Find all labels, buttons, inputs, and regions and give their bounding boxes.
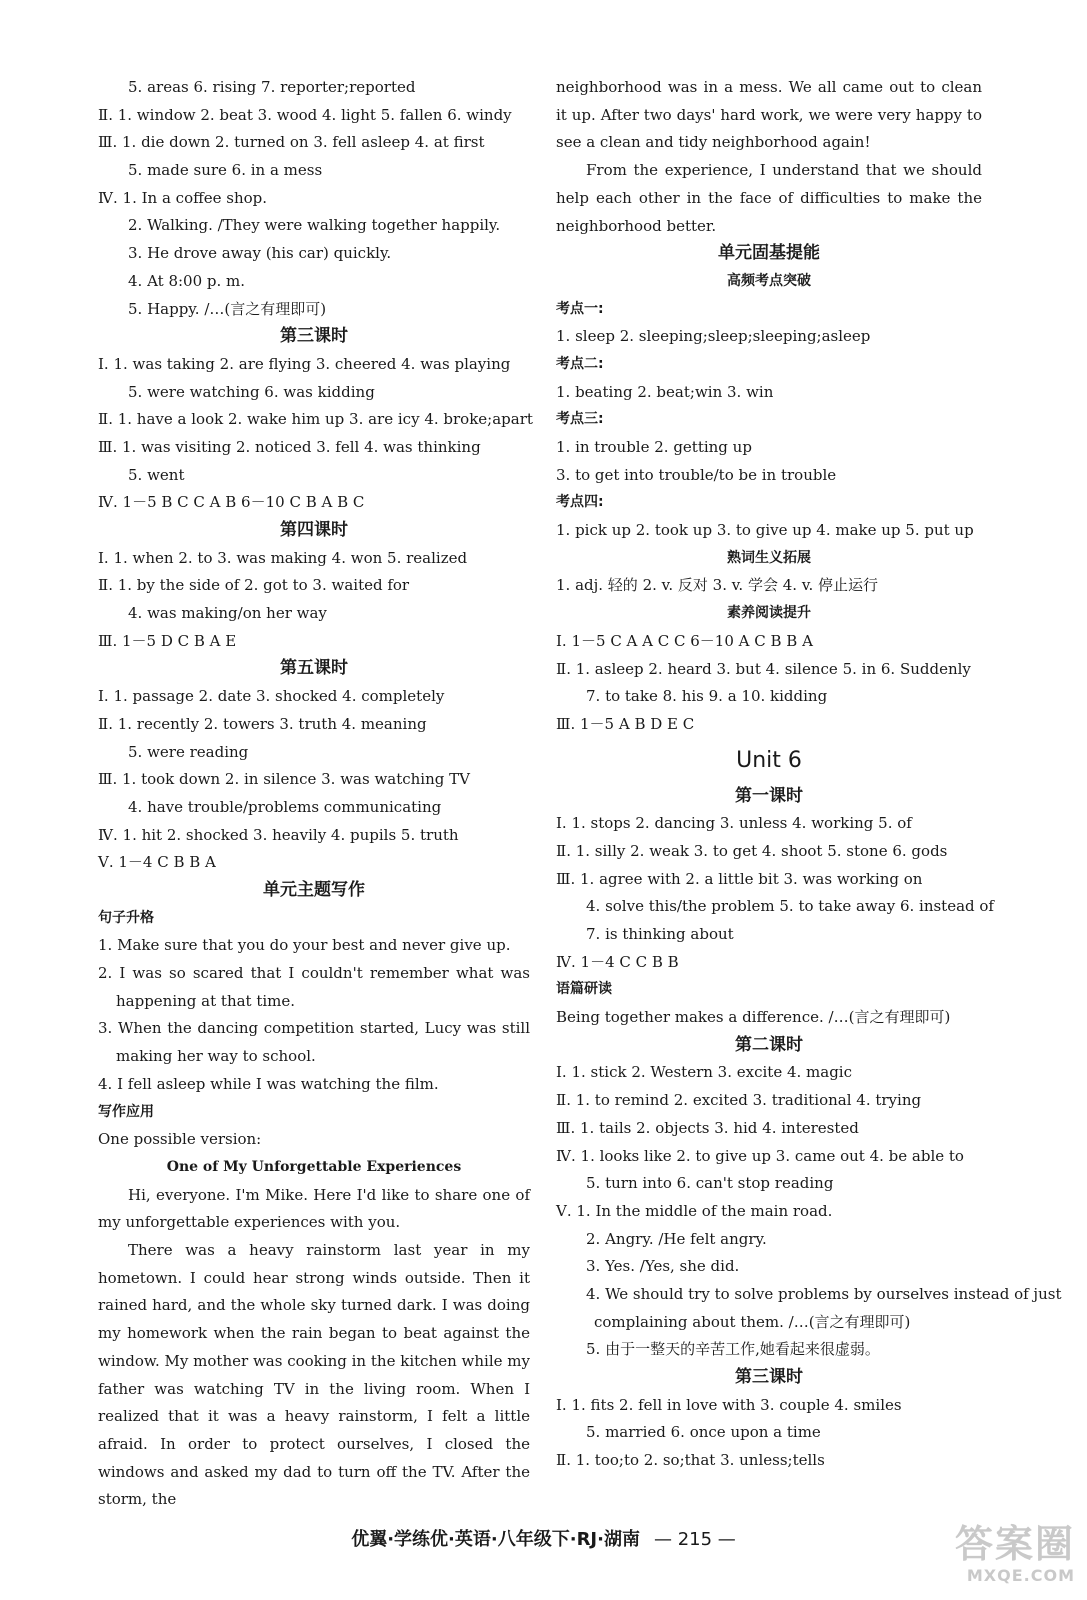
answer-line: Ⅲ. 1. agree with 2. a little bit 3. was working on	[556, 869, 923, 888]
answer-line: 5. were reading	[128, 742, 249, 761]
answer-line: Ⅰ. 1. fits 2. fell in love with 3. couple 4. smiles	[556, 1395, 902, 1414]
answer-line: 7. to take 8. his 9. a 10. kidding	[586, 687, 828, 706]
answer-line: Ⅲ. 1. took down 2. in silence 3. was watching TV	[98, 770, 470, 789]
answer-line: Ⅳ. 1. hit 2. shocked 3. heavily 4. pupils 5. truth	[98, 825, 459, 844]
answer-line: One possible version:	[98, 1130, 262, 1149]
answer-line: complaining about them. /…(言之有理即可)	[594, 1312, 911, 1331]
answer-line: Ⅱ. 1. asleep 2. heard 3. but 4. silence 5. in 6. Suddenly	[556, 659, 971, 678]
answer-line: 4. was making/on her way	[128, 604, 327, 623]
sentence-item: 3. When the dancing competition started, Lucy was still making her way to school.	[98, 1019, 530, 1066]
answer-line: 4. We should try to solve problems by ourselves instead of just	[586, 1284, 1062, 1303]
answer-line: Ⅰ. 1. stick 2. Western 3. excite 4. magic	[556, 1063, 853, 1082]
answer-line: 5. were watching 6. was kidding	[128, 382, 375, 401]
answer-line: Ⅱ. 1. recently 2. towers 3. truth 4. meaning	[98, 714, 427, 733]
answer-line: 1. adj. 轻的 2. v. 反对 3. v. 学会 4. v. 停止运行	[556, 576, 879, 595]
paragraph: Hi, everyone. I'm Mike. Here I'd like to share one of my unforgettable experiences with you.	[98, 1185, 530, 1232]
watermark-logo	[885, 1522, 1075, 1592]
answer-line: 4. At 8:00 p. m.	[128, 271, 246, 290]
label: 考点一:	[556, 300, 604, 317]
answer-line: 3. to get into trouble/to be in trouble	[556, 465, 837, 484]
section-heading: 第一课时	[735, 785, 803, 806]
section-heading: 第四课时	[280, 520, 348, 540]
sentence-item: 2. I was so scared that I couldn't remember what was happening at that time.	[98, 964, 530, 1010]
answer-line: 4. have trouble/problems communicating	[128, 797, 442, 816]
answer-line: Ⅱ. 1. too;to 2. so;that 3. unless;tells	[556, 1451, 825, 1470]
watermark-text: 答案圈	[954, 1522, 1075, 1566]
answer-line: 5. 由于一整天的辛苦工作,她看起来很虚弱。	[586, 1340, 880, 1359]
answer-line: Ⅲ. 1. was visiting 2. noticed 3. fell 4. was thinking	[98, 437, 481, 456]
answer-line: Being together makes a difference. /…(言之有理即可)	[556, 1008, 951, 1027]
answer-line: Ⅱ. 1. by the side of 2. got to 3. waited for	[98, 576, 410, 595]
answer-line: Ⅰ. 1. passage 2. date 3. shocked 4. completely	[98, 687, 445, 706]
answer-line: 3. He drove away (his car) quickly.	[128, 244, 392, 263]
sentence-item: 1. Make sure that you do your best and never give up.	[98, 936, 511, 955]
section-heading: 单元固基提能	[718, 243, 820, 264]
section-heading: 第二课时	[735, 1034, 803, 1055]
answer-line: Ⅲ. 1. die down 2. turned on 3. fell asleep 4. at first	[98, 133, 485, 152]
section-heading: 第五课时	[280, 658, 348, 679]
section-heading: 单元主题写作	[263, 879, 365, 900]
answer-line: 3. Yes. /Yes, she did.	[586, 1257, 740, 1276]
answer-line: Ⅴ. 1. In the middle of the main road.	[556, 1201, 833, 1220]
section-heading: 第三课时	[280, 326, 348, 347]
answer-line: 5. Happy. /…(言之有理即可)	[128, 299, 327, 318]
answer-line: Ⅱ. 1. have a look 2. wake him up 3. are icy 4. broke;apart	[98, 410, 533, 429]
answer-line: 5. made sure 6. in a mess	[128, 161, 323, 180]
answer-line: Ⅳ. 1－4 C C B B	[556, 952, 679, 971]
answer-line: Ⅳ. 1. looks like 2. to give up 3. came out 4. be able to	[556, 1146, 964, 1165]
answer-line: Ⅲ. 1－5 D C B A E	[98, 631, 237, 650]
answer-line: Ⅳ. 1. In a coffee shop.	[98, 188, 268, 207]
unit-title: Unit 6	[736, 747, 802, 773]
answer-line: 2. Angry. /He felt angry.	[586, 1229, 767, 1248]
subsection-heading: 素养阅读提升	[727, 605, 811, 622]
answer-line: 1. in trouble 2. getting up	[556, 438, 752, 457]
answer-line: 7. is thinking about	[586, 925, 734, 944]
answer-line: 1. beating 2. beat;win 3. win	[556, 382, 774, 401]
answer-line: Ⅳ. 1－5 B C C A B 6－10 C B A B C	[98, 493, 365, 512]
page-number: — 215 —	[653, 1529, 736, 1550]
answer-line: 5. married 6. once upon a time	[586, 1423, 821, 1442]
answer-line: 5. turn into 6. can't stop reading	[586, 1174, 834, 1193]
answer-line: Ⅰ. 1－5 C A A C C 6－10 A C B B A	[556, 631, 813, 650]
label: 句子升格	[98, 909, 154, 926]
answer-line: Ⅲ. 1. tails 2. objects 3. hid 4. interested	[556, 1118, 859, 1137]
answer-line: 1. sleep 2. sleeping;sleep;sleeping;asleep	[556, 327, 871, 346]
answer-line: 1. pick up 2. took up 3. to give up 4. make up 5. put up	[556, 521, 974, 540]
label: 写作应用	[98, 1103, 154, 1120]
answer-line: 5. areas 6. rising 7. reporter;reported	[128, 78, 416, 96]
subsection-heading: 高频考点突破	[727, 272, 811, 289]
subsection-heading: 熟词生义拓展	[727, 549, 811, 566]
watermark-url: MXQE.COM	[966, 1566, 1075, 1585]
answer-line: Ⅱ. 1. to remind 2. excited 3. traditional 4. trying	[556, 1091, 922, 1110]
paragraph: From the experience, I understand that we should help each other in the face of difficulties to make the neighborhood better.	[556, 161, 982, 235]
answer-line: 4. solve this/the problem 5. to take away 6. instead of	[586, 897, 994, 916]
answer-line: 2. Walking. /They were walking together happily.	[128, 216, 501, 235]
label: 考点四:	[556, 494, 604, 511]
answer-line: Ⅲ. 1－5 A B D E C	[556, 714, 695, 733]
answer-line: Ⅴ. 1－4 C B B A	[98, 853, 216, 872]
label: 考点二:	[556, 355, 604, 372]
label: 语篇研读	[556, 981, 612, 998]
answer-line: Ⅰ. 1. was taking 2. are flying 3. cheered 4. was playing	[98, 354, 511, 373]
answer-line: Ⅰ. 1. stops 2. dancing 3. unless 4. working 5. of	[556, 814, 912, 833]
section-heading: 第三课时	[735, 1367, 803, 1388]
paragraph: There was a heavy rainstorm last year in my hometown. I could hear strong winds outside. Then it rained hard, and the whole sky turned dark. I was doing my homework when the rain began to beat against the window. My mother was cooking in the kitchen while my father was watching TV in the living room. When I realized that it was a heavy rainstorm, I felt a little afraid. In order to protect ourselves, I closed the windows and asked my dad to turn off the TV. After the storm, the	[98, 1241, 530, 1509]
sentence-item: 4. I fell asleep while I was watching the film.	[98, 1074, 439, 1093]
footer-series: 优翼·学练优·英语·八年级下·RJ·湖南	[351, 1529, 640, 1550]
right-column	[556, 74, 1062, 1475]
answer-line: Ⅱ. 1. silly 2. weak 3. to get 4. shoot 5. stone 6. gods	[556, 841, 948, 860]
label: 考点三:	[556, 411, 604, 428]
answer-line: Ⅰ. 1. when 2. to 3. was making 4. won 5. realized	[98, 548, 468, 567]
answer-line: 5. went	[128, 465, 185, 484]
essay-title: One of My Unforgettable Experiences	[166, 1158, 462, 1175]
answer-line: Ⅱ. 1. window 2. beat 3. wood 4. light 5. fallen 6. windy	[98, 105, 512, 124]
left-column	[98, 74, 533, 1514]
paragraph: neighborhood was in a mess. We all came out to clean it up. After two days' hard work, we were very happy to see a clean and tidy neighborhood again!	[556, 78, 982, 152]
